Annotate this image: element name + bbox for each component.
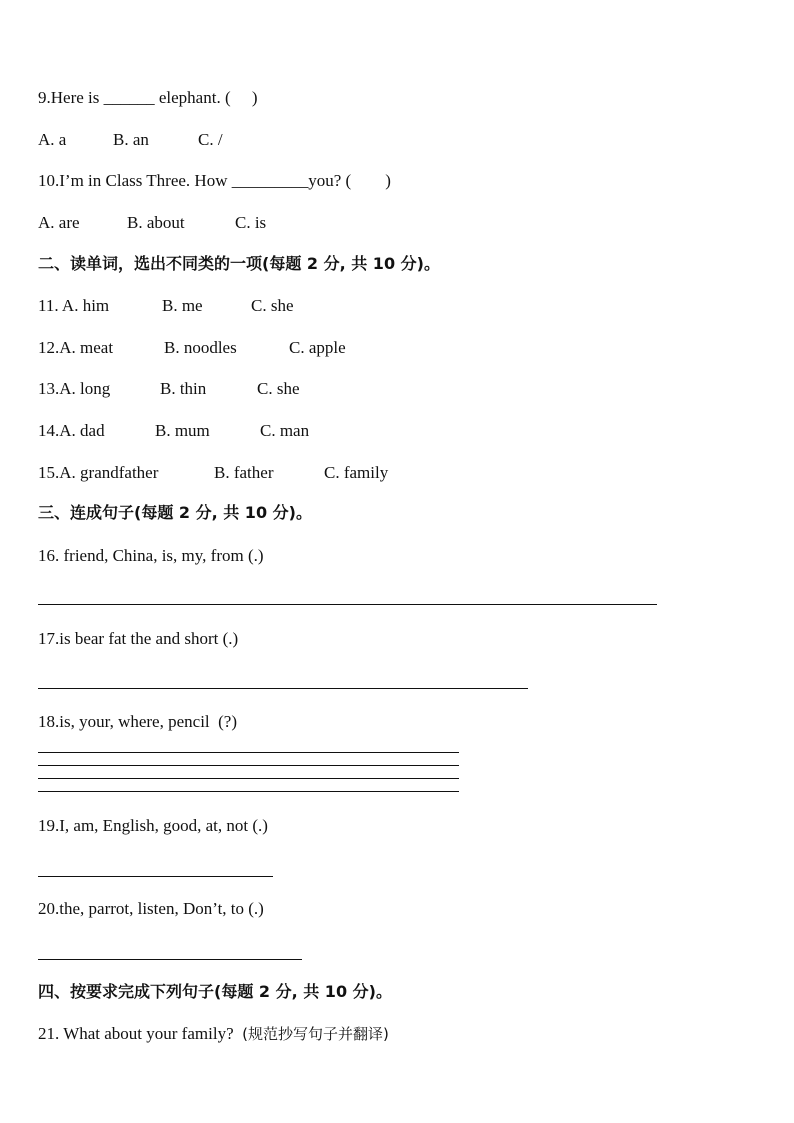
q14-option-a: 14.A. dad xyxy=(38,421,105,440)
question-17: 17.is bear fat the and short (.) xyxy=(38,629,239,648)
q12-option-a: 12.A. meat xyxy=(38,338,114,357)
q10-option-c: C. is xyxy=(235,213,267,232)
question-20: 20.the, parrot, listen, Don’t, to (.) xyxy=(38,899,264,918)
q10-option-b: B. about xyxy=(127,213,185,232)
answer-line-19[interactable] xyxy=(38,876,273,877)
q9-option-a: A. a xyxy=(38,130,67,149)
q12-option-b: B. noodles xyxy=(164,338,237,357)
answer-line-18d[interactable] xyxy=(38,791,459,792)
q12-option-c: C. apple xyxy=(289,338,346,357)
q13-option-a: 13.A. long xyxy=(38,379,111,398)
q11-option-a: 11. A. him xyxy=(38,296,110,315)
q13-option-c: C. she xyxy=(257,379,300,398)
question-18: 18.is, your, where, pencil (?) xyxy=(38,712,238,731)
question-21-english: 21. What about your family? xyxy=(38,1024,243,1043)
q14-option-b: B. mum xyxy=(155,421,210,440)
q14-option-c: C. man xyxy=(260,421,310,440)
question-9: 9.Here is ______ elephant. ( ) xyxy=(38,88,258,107)
question-21-instruction: (规范抄写句子并翻译) xyxy=(242,1025,389,1043)
answer-line-18c[interactable] xyxy=(38,778,459,779)
answer-line-18b[interactable] xyxy=(38,765,459,766)
question-19: 19.I, am, English, good, at, not (.) xyxy=(38,816,268,835)
question-21 xyxy=(38,1024,389,1044)
q15-option-c: C. family xyxy=(324,463,389,482)
section-2-title: 二、读单词，选出不同类的一项(每题 2 分, 共 10 分)。 xyxy=(38,254,440,273)
question-10: 10.I’m in Class Three. How _________you? ( ) xyxy=(38,171,391,190)
q15-option-b: B. father xyxy=(214,463,274,482)
answer-line-16[interactable] xyxy=(38,604,657,605)
section-3-title: 三、连成句子(每题 2 分, 共 10 分)。 xyxy=(38,503,312,522)
q13-option-b: B. thin xyxy=(160,379,207,398)
question-16: 16. friend, China, is, my, from (.) xyxy=(38,546,264,565)
q9-option-c: C. / xyxy=(198,130,223,149)
q15-option-a: 15.A. grandfather xyxy=(38,463,159,482)
q9-option-b: B. an xyxy=(113,130,149,149)
section-4-title: 四、按要求完成下列句子(每题 2 分, 共 10 分)。 xyxy=(38,982,392,1001)
q11-option-c: C. she xyxy=(251,296,294,315)
answer-line-17[interactable] xyxy=(38,688,528,689)
q11-option-b: B. me xyxy=(162,296,203,315)
answer-line-20[interactable] xyxy=(38,959,302,960)
answer-line-18a[interactable] xyxy=(38,752,459,753)
q10-option-a: A. are xyxy=(38,213,80,232)
